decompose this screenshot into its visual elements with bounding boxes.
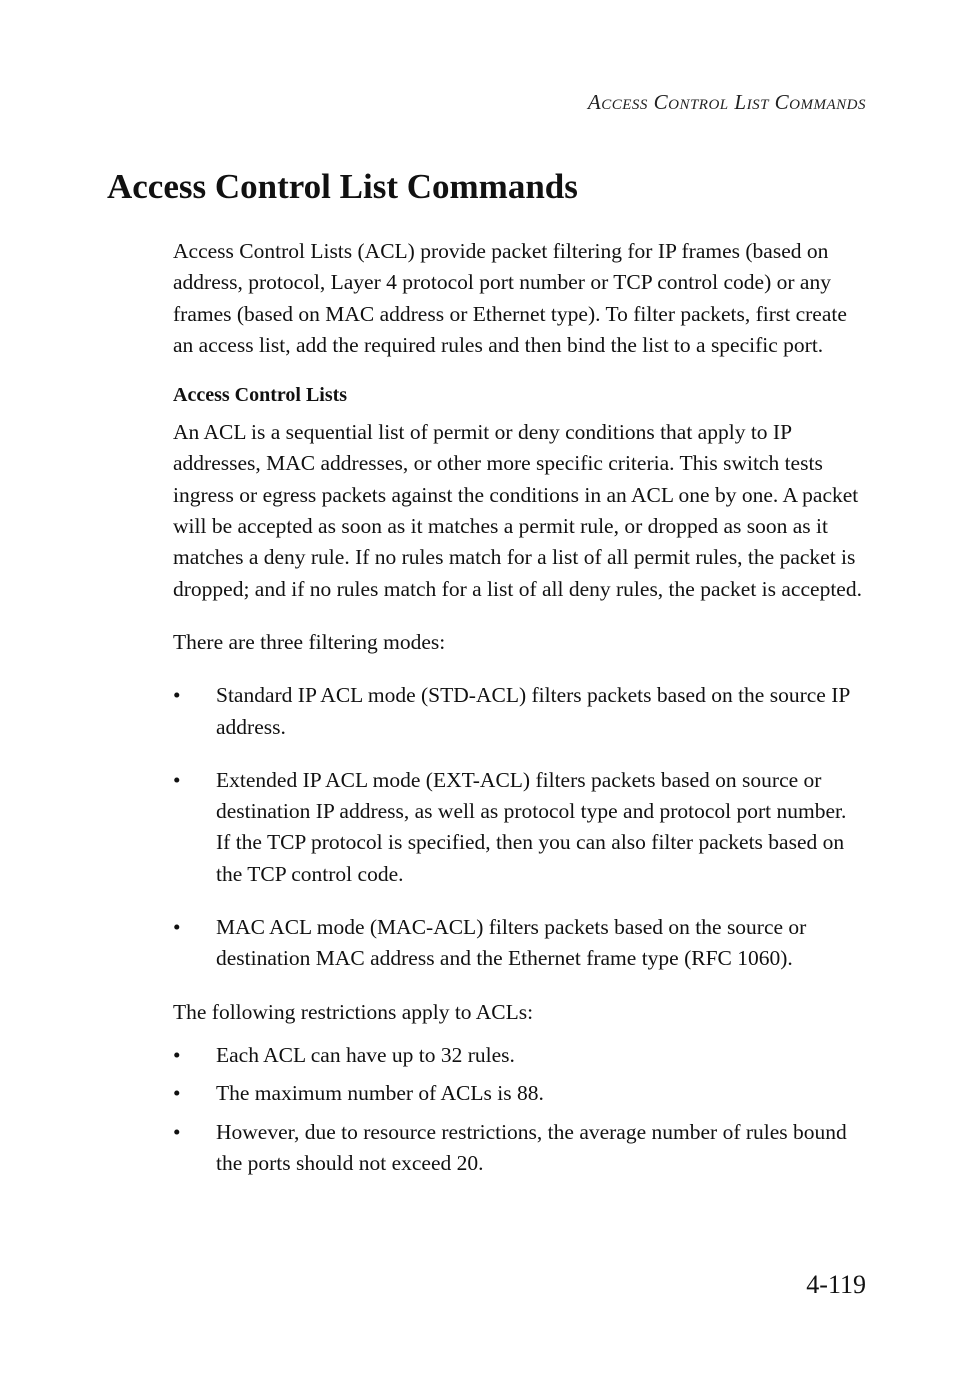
bullet-icon: •	[173, 683, 181, 708]
bullet-icon: •	[173, 1081, 181, 1106]
list-item-text: The maximum number of ACLs is 88.	[216, 1081, 544, 1106]
list-item-text: MAC ACL mode (MAC-ACL) filters packets based on the source or destination MAC address and the Ethernet frame type (RFC 1060).	[216, 915, 807, 971]
modes-intro-paragraph: There are three filtering modes:	[173, 629, 446, 654]
acl-description-paragraph: An ACL is a sequential list of permit or deny conditions that apply to IP addresses, MAC addresses, or other more specific criteria. This switch tests ingress or egress packets against the conditions in an ACL one by one. A packet will be accepted as soon as it matches a permit rule, or dropped as soon as it matches a deny rule. If no rules match for a list of all permit rules, the packet is dropped; and if no rules match for a list of all deny rules, the packet is accepted.	[173, 420, 862, 601]
list-item	[173, 912, 866, 975]
section-heading: Access Control Lists	[173, 384, 348, 407]
bullet-icon: •	[173, 1042, 181, 1067]
list-item	[173, 1078, 866, 1109]
running-header: Access Control List Commands	[587, 90, 866, 114]
list-item	[173, 765, 866, 890]
body-column	[173, 236, 866, 1186]
list-item-text: However, due to resource restrictions, the average number of rules bound the ports should not exceed 20.	[216, 1119, 847, 1175]
intro-paragraph: Access Control Lists (ACL) provide packet filtering for IP frames (based on address, protocol, Layer 4 protocol port number or TCP control code) or any frames (based on MAC address or Ethernet type). To filter packets, first create an access list, add the required rules and then bind the list to a specific port.	[173, 239, 847, 357]
page-number: 4-119	[806, 1270, 866, 1299]
list-item	[173, 680, 866, 743]
page-title: Access Control List Commands	[107, 167, 578, 206]
list-item-text: Each ACL can have up to 32 rules.	[216, 1042, 515, 1067]
restrictions-intro-paragraph: The following restrictions apply to ACLs:	[173, 999, 534, 1024]
bullet-icon: •	[173, 767, 181, 792]
restrictions-list	[173, 1040, 866, 1179]
bullet-icon: •	[173, 915, 181, 940]
list-item	[173, 1117, 866, 1180]
filtering-modes-list	[173, 680, 866, 974]
bullet-icon: •	[173, 1119, 181, 1144]
list-item	[173, 1040, 866, 1071]
list-item-text: Extended IP ACL mode (EXT-ACL) filters packets based on source or destination IP address, as well as protocol type and protocol port number. If the TCP protocol is specified, then you can also filter packets based on the TCP control code.	[216, 767, 847, 886]
list-item-text: Standard IP ACL mode (STD-ACL) filters packets based on the source IP address.	[216, 683, 850, 739]
